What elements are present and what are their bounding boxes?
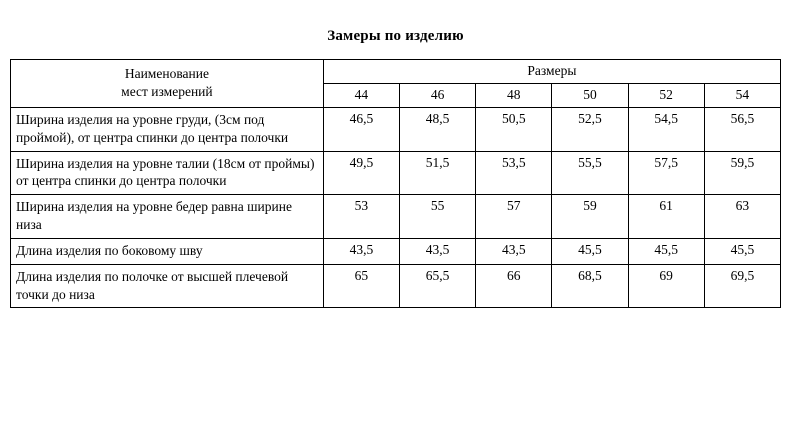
measurement-label: Ширина изделия на уровне талии (18см от проймы) от центра спинки до центра полочки (11, 151, 324, 195)
measurement-value: 43,5 (476, 238, 552, 264)
measurement-value: 69,5 (704, 264, 780, 308)
column-header-size-54: 54 (704, 84, 780, 108)
measurement-value: 51,5 (400, 151, 476, 195)
measurement-value: 53,5 (476, 151, 552, 195)
measurement-label: Ширина изделия на уровне груди, (3см под проймой), от центра спинки до центра полочки (11, 108, 324, 152)
measurement-value: 52,5 (552, 108, 628, 152)
measurement-value: 49,5 (323, 151, 399, 195)
measurement-value: 45,5 (704, 238, 780, 264)
measurement-value: 65 (323, 264, 399, 308)
measurement-value: 68,5 (552, 264, 628, 308)
measurement-value: 63 (704, 195, 780, 239)
page-title: Замеры по изделию (327, 28, 464, 44)
column-header-size-50: 50 (552, 84, 628, 108)
measurement-value: 48,5 (400, 108, 476, 152)
measurement-value: 53 (323, 195, 399, 239)
measurement-value: 43,5 (400, 238, 476, 264)
measurement-value: 59 (552, 195, 628, 239)
table-row (11, 151, 781, 195)
column-header-name (11, 60, 324, 108)
table-header (11, 60, 781, 108)
measurement-value: 59,5 (704, 151, 780, 195)
measurement-value: 57 (476, 195, 552, 239)
measurement-value: 57,5 (628, 151, 704, 195)
table-row (11, 238, 781, 264)
measurement-value: 69 (628, 264, 704, 308)
measurement-value: 45,5 (552, 238, 628, 264)
measurement-value: 56,5 (704, 108, 780, 152)
measurement-value: 43,5 (323, 238, 399, 264)
measurement-value: 46,5 (323, 108, 399, 152)
table-row (11, 195, 781, 239)
measurement-label: Длина изделия по полочке от высшей плечевой точки до низа (11, 264, 324, 308)
column-header-size-48: 48 (476, 84, 552, 108)
measurement-value: 65,5 (400, 264, 476, 308)
measurements-table-container (0, 59, 791, 308)
measurement-value: 66 (476, 264, 552, 308)
measurement-label: Ширина изделия на уровне бедер равна ширине низа (11, 195, 324, 239)
measurement-value: 55 (400, 195, 476, 239)
column-header-size-44: 44 (323, 84, 399, 108)
table-header-row-1 (11, 60, 781, 84)
column-header-size-52: 52 (628, 84, 704, 108)
table-body (11, 108, 781, 308)
column-header-sizes: Размеры (323, 60, 780, 84)
measurement-value: 50,5 (476, 108, 552, 152)
measurement-value: 61 (628, 195, 704, 239)
measurement-value: 55,5 (552, 151, 628, 195)
column-header-name-line2: мест измерений (121, 84, 213, 99)
table-row (11, 108, 781, 152)
measurement-value: 54,5 (628, 108, 704, 152)
table-row (11, 264, 781, 308)
measurement-value: 45,5 (628, 238, 704, 264)
column-header-size-46: 46 (400, 84, 476, 108)
measurements-table (10, 59, 781, 308)
measurement-label: Длина изделия по боковому шву (11, 238, 324, 264)
column-header-name-line1: Наименование (124, 65, 209, 81)
